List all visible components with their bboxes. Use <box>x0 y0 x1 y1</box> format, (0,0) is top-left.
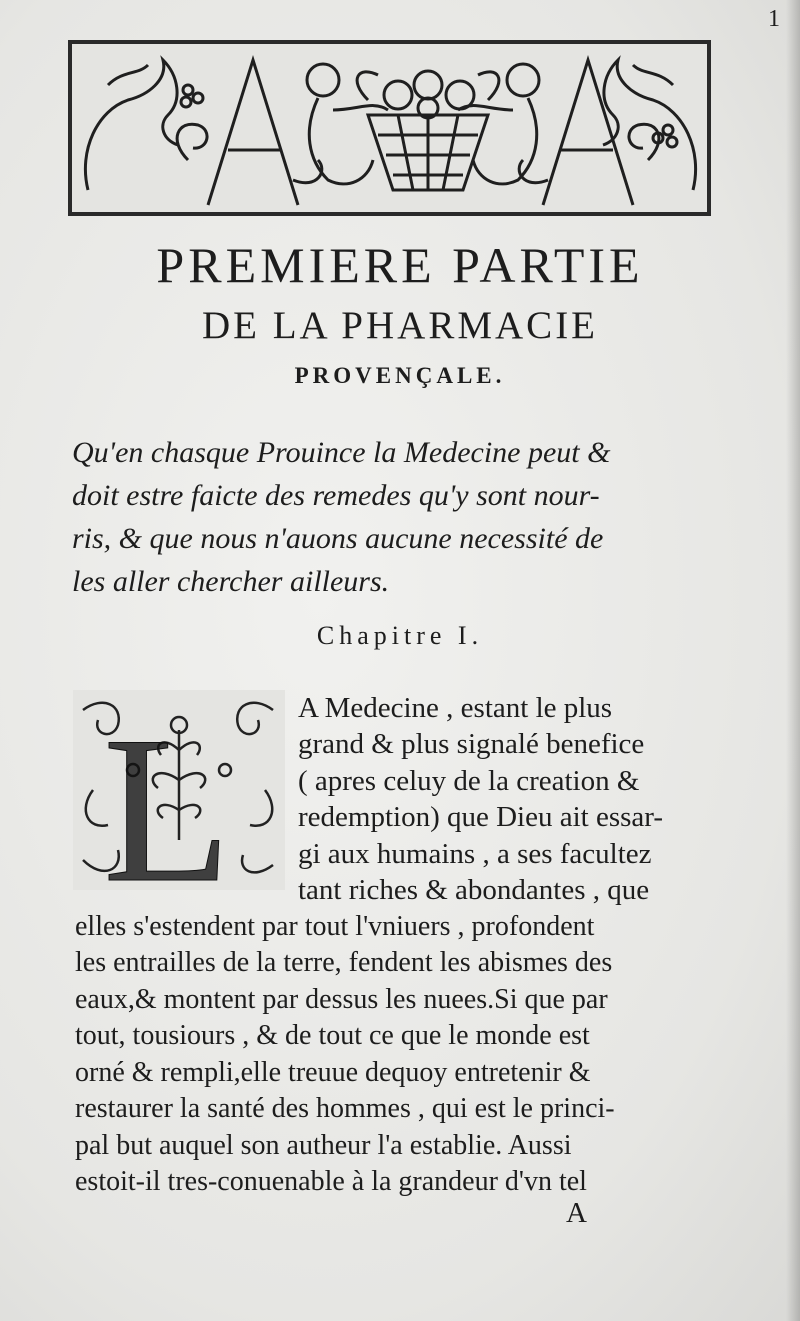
body-line: orné & rempli,elle treuue dequoy entretenir & <box>75 1057 591 1088</box>
body-line: tout, tousiours , & de tout ce que le monde est <box>75 1020 590 1051</box>
chapter-heading: Chapitre I. <box>316 621 484 650</box>
body-line: A Medecine , estant le plus <box>298 692 613 724</box>
body-line: pal but auquel son autheur l'a establie. Aussi <box>75 1130 572 1161</box>
title-line-2: DE LA PHARMACIE <box>201 304 599 347</box>
summary-line: Qu'en chasque Prouince la Medecine peut & <box>72 436 611 469</box>
page-number: 1 <box>768 6 780 32</box>
body-line: gi aux humains , a ses facultez <box>298 838 652 870</box>
body-line: restaurer la santé des hommes , qui est le princi- <box>75 1093 615 1124</box>
catchword: A <box>566 1197 587 1229</box>
page-edge-shadow <box>786 0 800 1321</box>
summary-line: les aller chercher ailleurs. <box>72 565 390 598</box>
body-line: eaux,& montent par dessus les nuees.Si que par <box>75 984 608 1015</box>
body-line: redemption) que Dieu ait essar- <box>298 801 664 833</box>
summary-line: doit estre faicte des remedes qu'y sont nour- <box>72 479 600 512</box>
title-line-1: PREMIERE PARTIE <box>156 237 644 293</box>
chapter-summary <box>72 431 714 603</box>
title-line-3: PROVENÇALE. <box>294 363 506 388</box>
body-line: grand & plus signalé benefice <box>298 728 645 760</box>
body-line: elles s'estendent par tout l'vniuers , profondent <box>75 911 595 942</box>
initial-letter: L <box>103 694 232 890</box>
body-line: estoit-il tres-conuenable à la grandeur d'vn tel <box>75 1166 587 1197</box>
body-line: les entrailles de la terre, fendent les abismes des <box>75 947 613 978</box>
ornamental-headpiece-icon <box>68 40 711 216</box>
body-line: ( apres celuy de la creation & <box>298 765 640 797</box>
body-line: tant riches & abondantes , que <box>298 874 650 906</box>
decorated-initial-icon <box>73 690 285 890</box>
summary-line: ris, & que nous n'auons aucune necessité de <box>72 522 604 555</box>
